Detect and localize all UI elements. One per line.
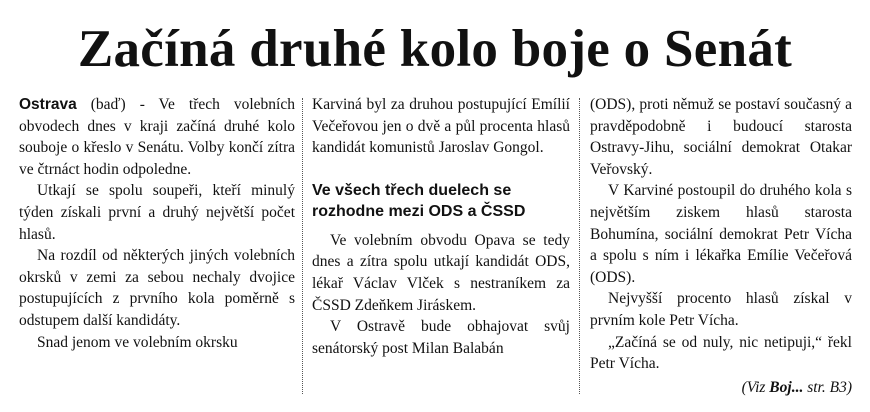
body-paragraph: (ODS), proti němuž se postaví současný a pravděpodobně i budoucí starosta Ostravy-Jihu, sociální demokrat Otakar Veřovský.	[590, 96, 852, 178]
body-paragraph: Ve volebním obvodu Opava se tedy dnes a zítra spolu utkají kandidát ODS, lékař Václav Vlček s nestraníkem za ČSSD Zdeňkem Jiráskem.	[312, 231, 570, 314]
article-column-1	[19, 94, 295, 394]
body-paragraph: Na rozdíl od některých jiných volebních okrsků v zemi za sebou nechaly dvojice postupujících z prvního kola poměrně s odstupem další kandidáty.	[19, 247, 295, 329]
body-paragraph: Utkají se spolu soupeři, kteří minulý týden získali první a druhý největší počet hlasů.	[19, 182, 295, 243]
lead-text: (baď) - Ve třech volebních obvodech dnes v kraji začíná druhé kolo souboje o křeslo v Senátu. Volby končí zítra ve čtrnáct hodin odpoledne.	[19, 96, 295, 178]
body-paragraph: Nejvyšší procento hlasů získal v prvním kole Petr Vícha.	[590, 290, 852, 329]
article-column-2	[312, 94, 570, 394]
cross-reference: (Viz Boj... str. B3)	[741, 378, 852, 396]
body-paragraph: V Karviné postoupil do druhého kola s největším ziskem hlasů starosta Bohumína, sociální demokrat Petr Vícha a spolu s ním i lékařka Emílie Večeřová (ODS).	[590, 182, 852, 286]
body-paragraph: Karviná byl za druhou postupující Emílií Večeřovou jen o dvě a půl procenta hlasů kandidát komunistů Jaroslav Gongol.	[312, 96, 570, 157]
body-paragraph: Snad jenom ve volebním okrsku	[37, 333, 238, 351]
quote-paragraph: „Začíná se od nuly, nic netipuji,“ řekl Petr Vícha.	[590, 333, 852, 373]
article-column-3	[590, 94, 852, 394]
column-divider	[302, 98, 303, 394]
subheading: Ve všech třech duelech se rozhodne mezi ODS a ČSSD	[312, 181, 526, 220]
body-paragraph: V Ostravě bude obhajovat svůj senátorský post Milan Balabán	[312, 318, 570, 357]
headline: Začíná druhé kolo boje o Senát	[77, 20, 793, 78]
column-divider	[579, 98, 580, 394]
lead-paragraph	[19, 94, 295, 180]
dateline: Ostrava	[19, 96, 77, 113]
